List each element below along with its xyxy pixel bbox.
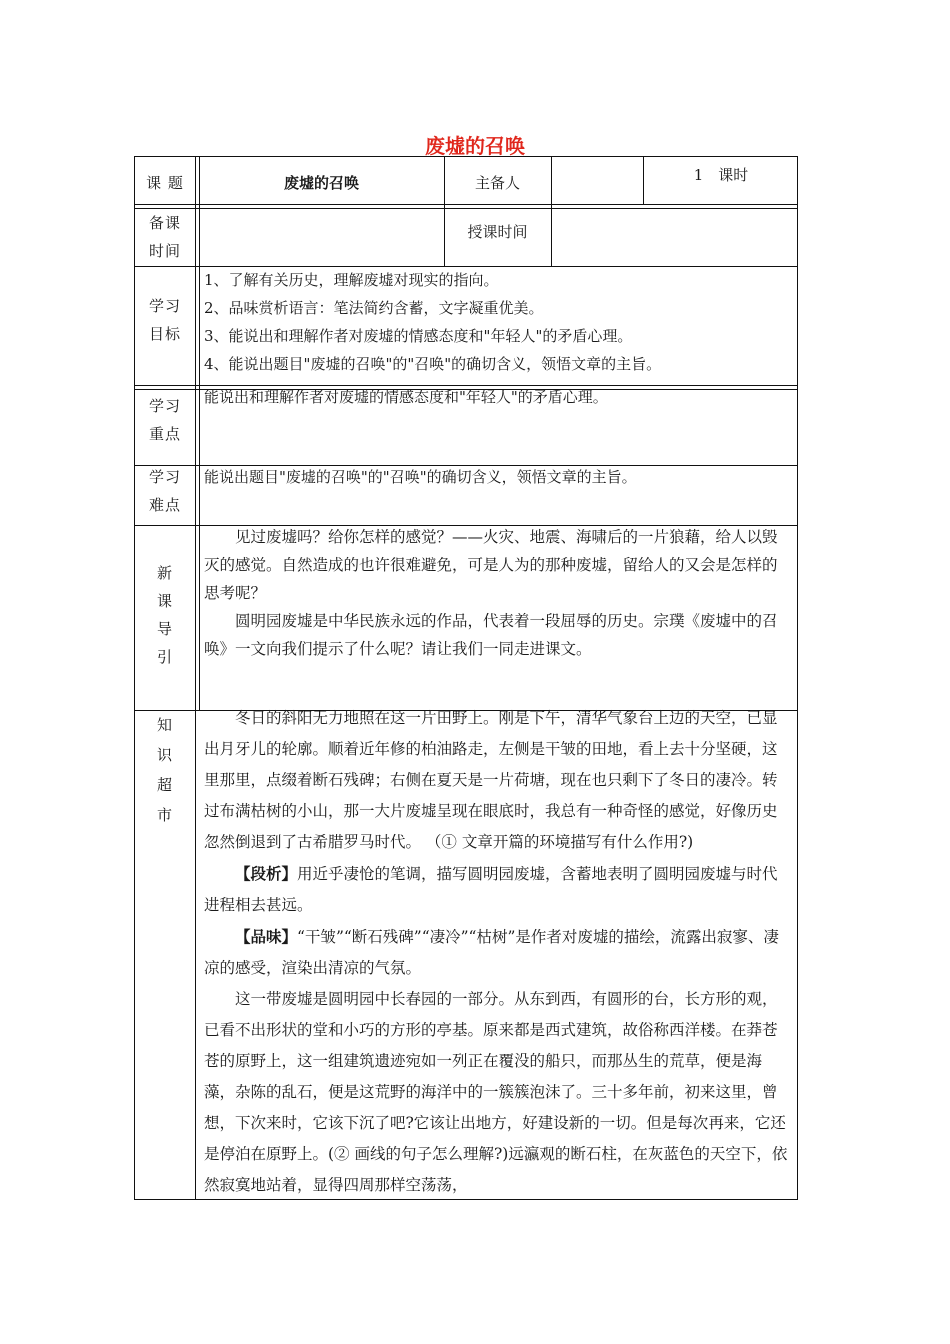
objectives-list [204,266,661,378]
intro-label-text: 新课导引 [156,564,173,666]
objective-item: 2、品味赏析语言：笔法简约含蓄，文字凝重优美。 [204,299,544,317]
prep-time-label-text: 备课时间 [149,214,182,260]
intro-paragraph: 见过废墟吗？给你怎样的感觉？——火灾、地震、海啸后的一片狼藉，给人以毁灭的感觉。自然造成的也许很难避免，可是人为的那种废墟，留给人的又会是怎样的思考呢？ [204,528,778,602]
appreciation-tag: 【品味】 [235,927,298,946]
knowledge-label-text: 知识超市 [156,716,173,824]
difficulties-label [135,463,195,519]
objective-item: 4、能说出题目"废墟的召唤"的"召唤"的确切含义，领悟文章的主旨。 [204,355,662,373]
document-title: 废墟的召唤 [425,134,525,158]
knowledge-paragraph: 这一带废墟是圆明园中长春园的一部分。从东到西，有圆形的台，长方形的观，已看不出形状的堂和小巧的方形的亭基。原来都是西式建筑，故俗称西洋楼。在莽苍苍的原野上，这一组建筑遗迹宛如一列正在覆没的船只，而那丛生的荒草，便是海藻，杂陈的乱石，便是这荒野的海洋中的一簇簇泡沫了。三十多年前，初来这里，曾想，下次来时，它该下沉了吧?它该让出地方，好建设新的一切。但是每次再来，它还是停泊在原野上。(② 画线的句子怎么理解?)远瀛观的断石柱，在灰蓝色的天空下，依然寂寞地站着，显得四周那样空荡荡， [204,990,788,1194]
knowledge-label [135,710,195,830]
appreciation-paragraph [204,921,789,984]
preparer-label: 主备人 [474,174,520,192]
key-points-label-text: 学习重点 [149,397,182,443]
objective-item: 1、了解有关历史，理解废墟对现实的指向。 [204,271,499,289]
key-points-label [135,392,195,448]
analysis-text: 用近乎凄怆的笔调，描写圆明园废墟，含蓄地表明了圆明园废墟与时代进程相去甚远。 [204,865,778,914]
lesson-plan-table [134,156,798,1200]
objective-item: 3、能说出和理解作者对废墟的情感态度和"年轻人"的矛盾心理。 [204,327,633,345]
knowledge-paragraph: 冬日的斜阳无力地照在这一片田野上。刚是下午，清华气象台上边的天空，已显出月牙儿的轮廓。顺着近年修的柏油路走，左侧是干皱的田地，看上去十分坚硬，这里那里，点缀着断石残碑；右侧在夏天是一片荷塘，现在也只剩下了冬日的凄冷。转过布满枯树的小山，那一大片废墟呈现在眼底时，我总有一种奇怪的感觉，好像历史忽然倒退到了古希腊罗马时代。 （① 文章开篇的环境描写有什么作用?) [204,709,778,851]
difficulties-label-text: 学习难点 [149,468,182,514]
knowledge-body [204,703,789,1201]
objectives-label-text: 学习目标 [149,297,182,343]
intro-paragraph: 圆明园废墟是中华民族永远的作品，代表着一段屈辱的历史。宗璞《废墟中的召唤》一文向我们提示了什么呢？请让我们一同走进课文。 [204,612,778,658]
objectives-label [135,292,195,348]
key-points-text: 能说出和理解作者对废墟的情感态度和"年轻人"的矛盾心理。 [204,388,608,406]
class-hours: 1 课时 [693,166,749,184]
subject-label: 课 题 [146,174,184,192]
intro-label [135,559,195,671]
subject-value: 废墟的召唤 [283,174,359,192]
analysis-paragraph [204,858,789,921]
difficulties-text: 能说出题目"废墟的召唤"的"召唤"的确切含义，领悟文章的主旨。 [204,468,637,486]
analysis-tag: 【段析】 [235,864,298,883]
appreciation-text: “干皱”“断石残碑”“凄冷”“枯树”是作者对废墟的描绘，流露出寂寥、凄凉的感受，渲染出清凉的气氛。 [204,928,779,977]
intro-body [204,523,789,663]
teach-time-label: 授课时间 [467,223,528,241]
prep-time-label [135,209,195,265]
